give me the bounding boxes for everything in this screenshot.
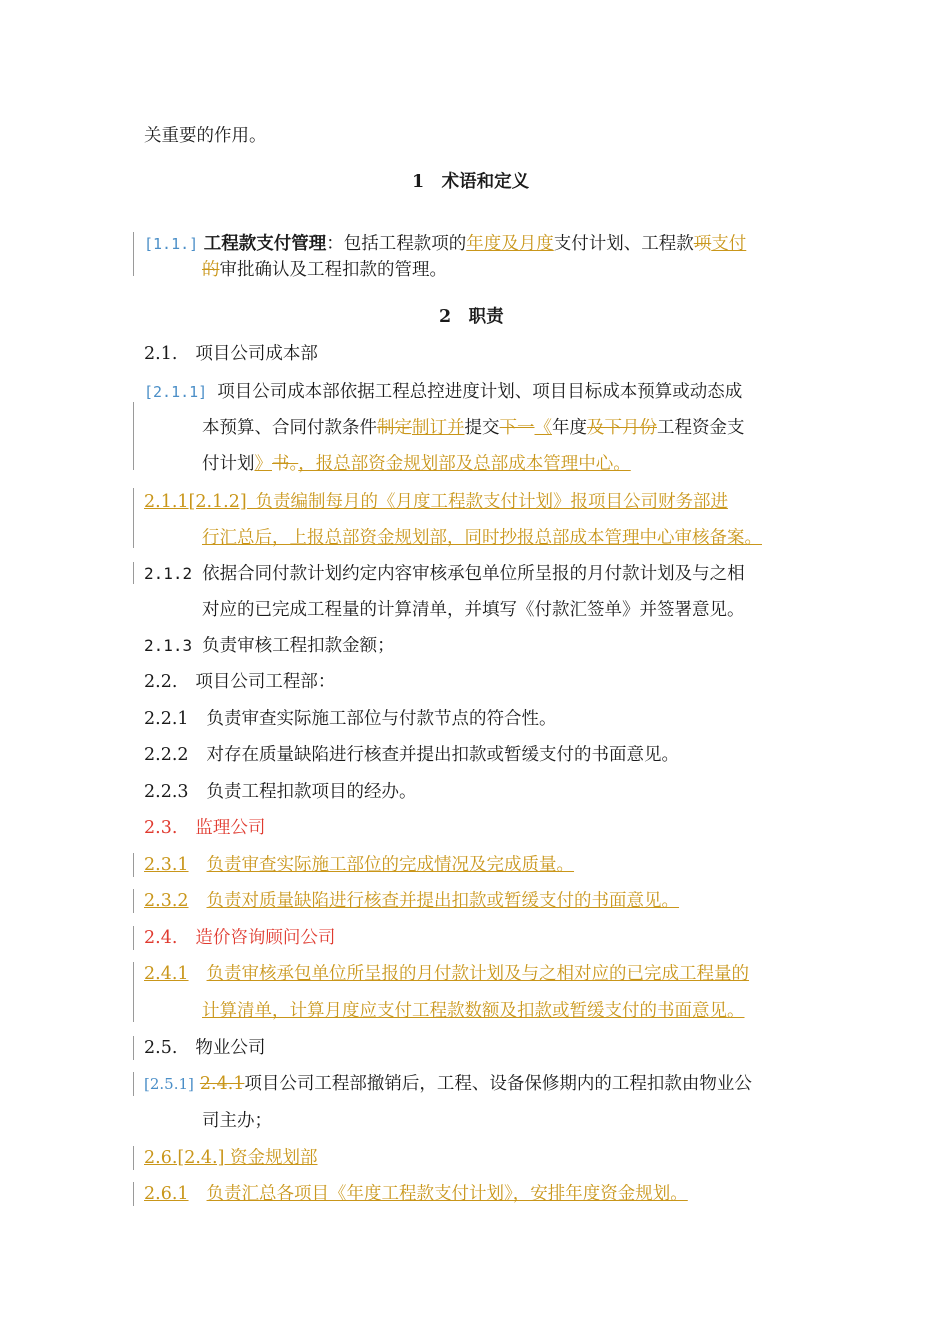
paragraph-2-1-1-line1 xyxy=(144,380,742,404)
change-bar xyxy=(133,562,134,584)
paragraph-2-1-1-line3 xyxy=(202,452,631,476)
revision-number: [2.1.1] xyxy=(144,383,208,401)
insertion: 》 xyxy=(254,454,272,474)
change-bar xyxy=(133,962,134,1022)
paragraph-2-6-1 xyxy=(144,1182,688,1206)
item-text: 项目公司工程部： xyxy=(195,672,336,692)
paragraph-2-4-1-line1 xyxy=(144,962,749,986)
paragraph-2-1-2b-line2: 对应的已完成工程量的计算清单，并填写《付款汇签单》并签署意见。 xyxy=(202,600,745,620)
item-text: 项目公司成本部 xyxy=(195,344,318,364)
item-number: 2.1.2 xyxy=(144,564,193,583)
insertion: 制订并 xyxy=(412,418,465,438)
deletion: 的 xyxy=(202,260,220,280)
deletion: 下一 xyxy=(499,418,535,438)
change-bar xyxy=(133,1182,134,1206)
heading-2-6: 2.6.[2.4.] 资金规划部 xyxy=(144,1148,318,1168)
change-bar xyxy=(133,402,134,470)
definition-paragraph-line2 xyxy=(202,258,447,282)
text: 依据合同付款计划约定内容审核承包单位所呈报的月付款计划及与之相 xyxy=(202,564,745,584)
insertion: ，报总部资金规划部及总部成本管理中心。 xyxy=(298,454,631,474)
text: 负责审查实际施工部位与付款节点的符合性。 xyxy=(206,709,557,729)
text: 项目公司工程部撤销后，工程、设备保修期内的工程扣款由物业公 xyxy=(244,1074,752,1094)
deletion: 项 xyxy=(693,234,712,254)
revision-number: [1.1.] xyxy=(144,235,199,253)
paragraph-2-5-1-line1 xyxy=(144,1072,752,1096)
heading-2-2 xyxy=(144,670,335,694)
heading-2-5 xyxy=(144,1036,265,1060)
deletion: 及下月份 xyxy=(587,418,657,438)
text: 负责工程扣款项目的经办。 xyxy=(206,782,417,802)
paragraph-2-1-1-line2 xyxy=(202,416,745,440)
definition-paragraph xyxy=(144,232,746,256)
text: 负责对质量缺陷进行核查并提出扣款或暂缓支付的书面意见。 xyxy=(206,891,680,911)
item-number: 2.3.2 xyxy=(144,891,189,911)
section-heading-1: 1 术语和定义 xyxy=(412,172,530,192)
deletion: 2.4.1 xyxy=(199,1074,245,1094)
paragraph-2-5-1-line2: 司主办； xyxy=(202,1111,272,1131)
revision-number: [2.5.1] xyxy=(144,1075,194,1093)
heading-2-3 xyxy=(144,816,265,840)
item-number: 2.2.2 xyxy=(144,745,189,765)
change-bar xyxy=(133,1146,134,1170)
text: 工程资金支 xyxy=(657,418,745,438)
text: 负责审核工程扣款金额； xyxy=(202,636,395,656)
item-number: 2.3. xyxy=(144,818,178,838)
text: 年度 xyxy=(552,418,587,438)
paragraph-2-1-3 xyxy=(144,634,395,658)
term: 工程款支付管理 xyxy=(203,234,327,254)
item-text: 造价咨询顾问公司 xyxy=(195,928,336,948)
item-number: 2.3.1 xyxy=(144,855,189,875)
item-text: 监理公司 xyxy=(195,818,266,838)
insertion: 《 xyxy=(534,418,552,438)
text: 付计划 xyxy=(202,454,255,474)
item-number: 2.1.3 xyxy=(144,636,193,655)
item-text: 物业公司 xyxy=(195,1038,266,1058)
item-number: 2.4. xyxy=(144,928,178,948)
change-bar xyxy=(133,926,134,950)
text: 审批确认及工程扣款的管理。 xyxy=(219,260,447,280)
item-number: 2.4.1 xyxy=(144,964,189,984)
paragraph-2-3-1 xyxy=(144,853,574,877)
paragraph-2-2-3 xyxy=(144,780,417,804)
heading-2-1 xyxy=(144,342,318,366)
paragraph-2-2-1 xyxy=(144,707,557,731)
text: 本预算、合同付款条件 xyxy=(202,418,377,438)
item-number: 2.1. xyxy=(144,344,178,364)
item-number: 2.6.1 xyxy=(144,1184,189,1204)
insertion: 年度及月度 xyxy=(466,234,554,254)
paragraph-2-1-2-line2: 行汇总后，上报总部资金规划部，同时抄报总部成本管理中心审核备案。 xyxy=(202,528,762,548)
paragraph-2-3-2 xyxy=(144,889,679,913)
heading-2-4 xyxy=(144,926,335,950)
paragraph-2-2-2 xyxy=(144,743,679,767)
item-number: 2.2.1 xyxy=(144,709,189,729)
deletion: 制定 xyxy=(377,418,412,438)
change-bar xyxy=(133,853,134,877)
paragraph-2-1-2b-line1 xyxy=(144,562,745,586)
text: 提交 xyxy=(464,418,500,438)
deletion: 书。 xyxy=(272,454,299,474)
text: 项目公司成本部依据工程总控进度计划、项目目标成本预算或动态成 xyxy=(217,382,743,402)
change-bar xyxy=(133,889,134,913)
change-bar xyxy=(133,232,134,276)
paragraph-2-4-1-line2: 计算清单，计算月度应支付工程款数额及扣款或暂缓支付的书面意见。 xyxy=(202,1001,745,1021)
item-number: 2.2. xyxy=(144,672,178,692)
change-bar xyxy=(133,488,134,548)
item-number: 2.2.3 xyxy=(144,782,189,802)
intro-tail: 关重要的作用。 xyxy=(144,126,267,146)
change-bar xyxy=(133,1072,134,1096)
section-heading-2: 2 职责 xyxy=(439,307,504,327)
text: 负责审查实际施工部位的完成情况及完成质量。 xyxy=(206,855,575,875)
text: 负责审核承包单位所呈报的月付款计划及与之相对应的已完成工程量的 xyxy=(206,964,750,984)
text: 支付计划、工程款 xyxy=(553,234,694,254)
text: 对存在质量缺陷进行核查并提出扣款或暂缓支付的书面意见。 xyxy=(206,745,680,765)
insertion: 支付 xyxy=(711,234,747,254)
text: 负责汇总各项目《年度工程款支付计划》，安排年度资金规划。 xyxy=(206,1184,688,1204)
change-bar xyxy=(133,1036,134,1060)
text: ：包括工程款项的 xyxy=(326,234,467,254)
paragraph-2-1-2-line1: 2.1.1[2.1.2] 负责编制每月的《月度工程款支付计划》报项目公司财务部进 xyxy=(144,492,728,512)
item-number: 2.5. xyxy=(144,1038,178,1058)
